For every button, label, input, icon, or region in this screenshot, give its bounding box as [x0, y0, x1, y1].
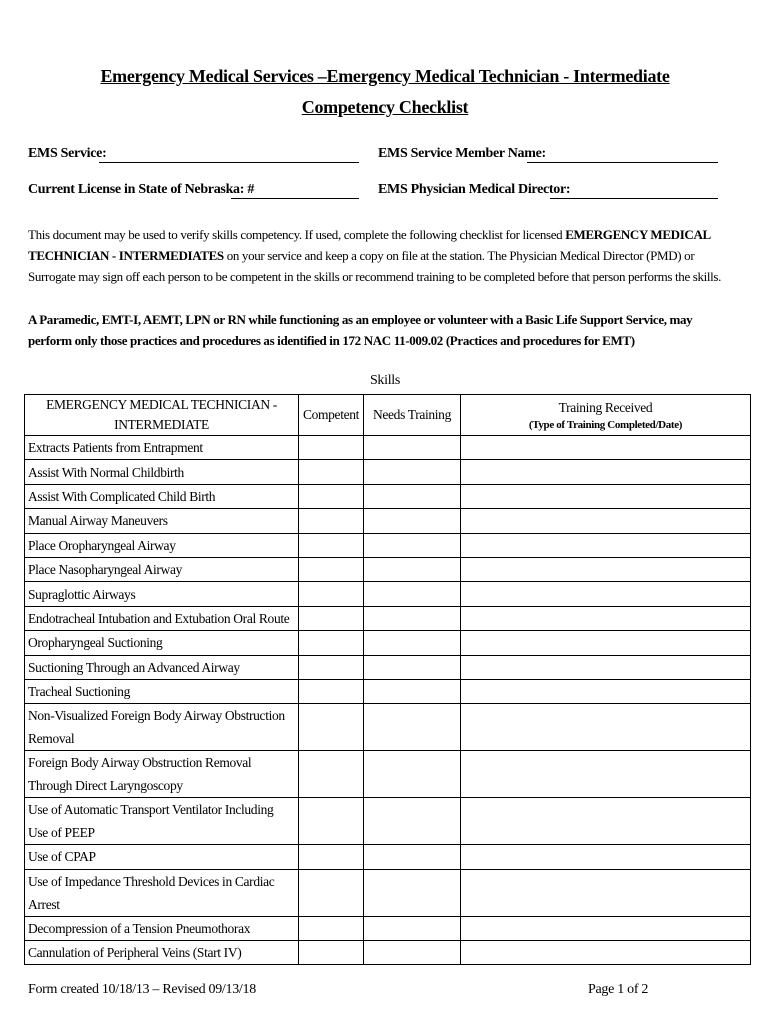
competent-cell[interactable]	[299, 436, 364, 460]
competent-cell[interactable]	[299, 533, 364, 557]
skill-name: Suctioning Through an Advanced Airway	[25, 655, 299, 679]
footer-revision: Form created 10/18/13 – Revised 09/13/18	[28, 982, 256, 997]
table-row	[25, 533, 751, 557]
table-row	[25, 509, 751, 533]
skill-name: Endotracheal Intubation and Extubation Oral Route	[25, 606, 299, 630]
competent-cell[interactable]	[299, 606, 364, 630]
ems-service-label: EMS Service:	[28, 146, 107, 161]
needs-training-cell[interactable]	[364, 704, 461, 751]
skill-name: Cannulation of Peripheral Veins (Start IV)	[25, 941, 299, 965]
header-competent: Competent	[299, 395, 364, 436]
medical-director-label: EMS Physician Medical Director:	[378, 182, 571, 197]
competent-cell[interactable]	[299, 941, 364, 965]
member-name-label: EMS Service Member Name:	[378, 146, 546, 161]
header-needs-training: Needs Training	[364, 395, 461, 436]
needs-training-cell[interactable]	[364, 533, 461, 557]
intro-text-end: on your service and keep a copy on file at the station. The Physician Medical Director (PMD) or Surrogate may sign off each person to be competent in the skills or recommend training to be completed before that person performs the skills.	[28, 248, 722, 284]
competent-cell[interactable]	[299, 845, 364, 869]
table-row	[25, 436, 751, 460]
skill-name: Foreign Body Airway Obstruction Removal Through Direct Laryngoscopy	[25, 751, 299, 798]
document-subtitle: Competency Checklist	[301, 97, 469, 117]
scope-note: A Paramedic, EMT-I, AEMT, LPN or RN while functioning as an employee or volunteer with a Basic Life Support Service, may perform only those practices and procedures as identified in 172 NAC 11-009.02 (Practices and procedures for EMT)	[28, 312, 693, 348]
skill-name: Decompression of a Tension Pneumothorax	[25, 916, 299, 940]
header-training-sub: (Type of Training Completed/Date)	[528, 419, 683, 431]
table-header-row	[25, 395, 751, 436]
table-row	[25, 484, 751, 508]
competent-cell[interactable]	[299, 631, 364, 655]
training-received-cell[interactable]	[461, 509, 751, 533]
license-label: Current License in State of Nebraska: #	[28, 182, 255, 197]
needs-training-cell[interactable]	[364, 916, 461, 940]
training-received-cell[interactable]	[461, 798, 751, 845]
needs-training-cell[interactable]	[364, 655, 461, 679]
needs-training-cell[interactable]	[364, 582, 461, 606]
needs-training-cell[interactable]	[364, 869, 461, 916]
competent-cell[interactable]	[299, 798, 364, 845]
table-row	[25, 916, 751, 940]
license-number-field[interactable]	[231, 198, 359, 199]
skill-name: Use of Impedance Threshold Devices in Cardiac Arrest	[25, 869, 299, 916]
ems-service-field[interactable]	[99, 162, 359, 163]
training-received-cell[interactable]	[461, 655, 751, 679]
training-received-cell[interactable]	[461, 484, 751, 508]
training-received-cell[interactable]	[461, 845, 751, 869]
skill-name: Manual Airway Maneuvers	[25, 509, 299, 533]
header-training-received-label: Training Received	[558, 400, 653, 415]
header-training-received	[461, 395, 751, 436]
table-row	[25, 631, 751, 655]
table-row	[25, 751, 751, 798]
training-received-cell[interactable]	[461, 631, 751, 655]
needs-training-cell[interactable]	[364, 606, 461, 630]
skill-name: Extracts Patients from Entrapment	[25, 436, 299, 460]
needs-training-cell[interactable]	[364, 845, 461, 869]
training-received-cell[interactable]	[461, 869, 751, 916]
needs-training-cell[interactable]	[364, 941, 461, 965]
competent-cell[interactable]	[299, 704, 364, 751]
skill-name: Tracheal Suctioning	[25, 679, 299, 703]
needs-training-cell[interactable]	[364, 631, 461, 655]
intro-text-bold: EMERGENCY MEDICAL TECHNICIAN - INTERMEDIATES	[28, 227, 711, 263]
table-row	[25, 582, 751, 606]
skill-name: Assist With Normal Childbirth	[25, 460, 299, 484]
skill-name: Oropharyngeal Suctioning	[25, 631, 299, 655]
training-received-cell[interactable]	[461, 582, 751, 606]
competent-cell[interactable]	[299, 751, 364, 798]
training-received-cell[interactable]	[461, 436, 751, 460]
needs-training-cell[interactable]	[364, 436, 461, 460]
table-row	[25, 941, 751, 965]
training-received-cell[interactable]	[461, 916, 751, 940]
needs-training-cell[interactable]	[364, 460, 461, 484]
header-skill: EMERGENCY MEDICAL TECHNICIAN - INTERMEDIATE	[25, 395, 299, 436]
competent-cell[interactable]	[299, 916, 364, 940]
skill-name: Use of CPAP	[25, 845, 299, 869]
table-caption: Skills	[369, 373, 401, 388]
table-row	[25, 460, 751, 484]
training-received-cell[interactable]	[461, 606, 751, 630]
competent-cell[interactable]	[299, 582, 364, 606]
competent-cell[interactable]	[299, 460, 364, 484]
needs-training-cell[interactable]	[364, 798, 461, 845]
training-received-cell[interactable]	[461, 460, 751, 484]
competent-cell[interactable]	[299, 509, 364, 533]
member-name-field[interactable]	[527, 162, 718, 163]
footer-page-number: Page 1 of 2	[588, 982, 649, 997]
needs-training-cell[interactable]	[364, 557, 461, 581]
intro-paragraph	[28, 224, 733, 287]
needs-training-cell[interactable]	[364, 509, 461, 533]
document-title: Emergency Medical Services –Emergency Medical Technician - Intermediate	[100, 66, 670, 86]
medical-director-field[interactable]	[550, 198, 718, 199]
table-row	[25, 606, 751, 630]
training-received-cell[interactable]	[461, 751, 751, 798]
table-row	[25, 845, 751, 869]
table-row	[25, 655, 751, 679]
competent-cell[interactable]	[299, 869, 364, 916]
training-received-cell[interactable]	[461, 557, 751, 581]
table-row	[25, 557, 751, 581]
training-received-cell[interactable]	[461, 704, 751, 751]
skill-name: Place Nasopharyngeal Airway	[25, 557, 299, 581]
skill-name: Assist With Complicated Child Birth	[25, 484, 299, 508]
needs-training-cell[interactable]	[364, 484, 461, 508]
training-received-cell[interactable]	[461, 533, 751, 557]
training-received-cell[interactable]	[461, 679, 751, 703]
skill-name: Supraglottic Airways	[25, 582, 299, 606]
skills-table	[24, 394, 751, 965]
needs-training-cell[interactable]	[364, 751, 461, 798]
skill-name: Place Oropharyngeal Airway	[25, 533, 299, 557]
table-row	[25, 704, 751, 751]
competent-cell[interactable]	[299, 484, 364, 508]
skill-name: Use of Automatic Transport Ventilator Including Use of PEEP	[25, 798, 299, 845]
needs-training-cell[interactable]	[364, 679, 461, 703]
table-row	[25, 798, 751, 845]
skill-name: Non-Visualized Foreign Body Airway Obstruction Removal	[25, 704, 299, 751]
competent-cell[interactable]	[299, 655, 364, 679]
table-row	[25, 869, 751, 916]
table-row	[25, 679, 751, 703]
competent-cell[interactable]	[299, 557, 364, 581]
intro-text-start: This document may be used to verify skills competency. If used, complete the following checklist for licensed	[28, 227, 566, 242]
competent-cell[interactable]	[299, 679, 364, 703]
training-received-cell[interactable]	[461, 941, 751, 965]
